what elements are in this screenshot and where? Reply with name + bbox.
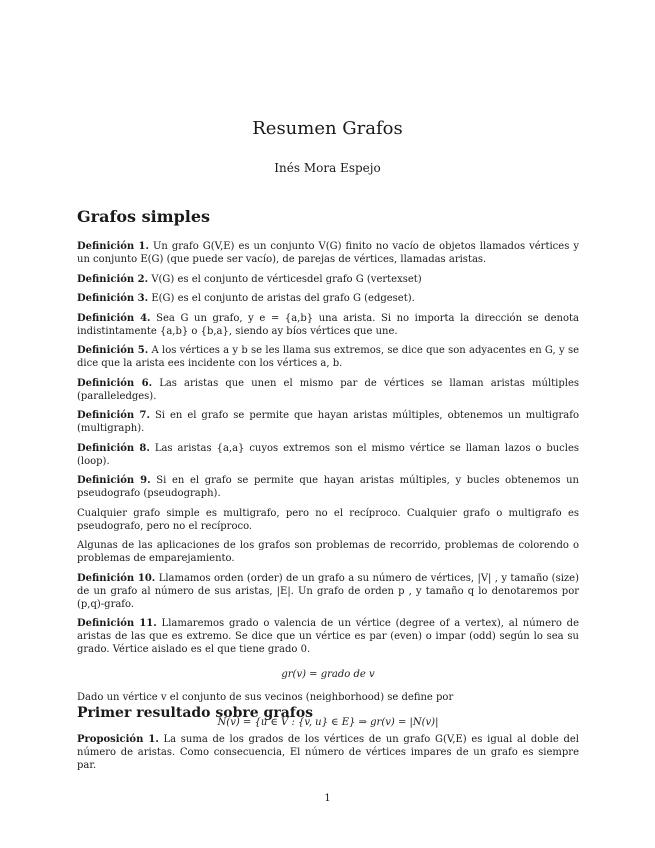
definition <box>77 273 579 286</box>
definition-label: Definición 11. <box>77 618 157 629</box>
section-body <box>77 240 579 739</box>
proposition-label: Proposición 1. <box>77 734 159 745</box>
paragraph: Cualquier grafo simple es multigrafo, pero no el recíproco. Cualquier grafo o multigrafo es pseudografo, pero no el recíproco. <box>77 507 579 532</box>
definition-label: Definición 7. <box>77 410 150 421</box>
author-name: Inés Mora Espejo <box>274 161 381 175</box>
definition-text: Sea G un grafo, y e = {a,b} una arista. Si no importa la dirección se denota indistintamente {a,b} o {b,a}, siendo ay bíos vértices que une. <box>77 312 580 337</box>
definition <box>77 240 579 266</box>
section-title-grafos-simples: Grafos simples <box>77 207 211 226</box>
definition-label: Definición 5. <box>77 345 149 356</box>
definition-label: Definición 10. <box>77 572 156 584</box>
definition-text: A los vértices a y b se les llama sus extremos, se dice que son adyacentes en G, y se dice que la arista ees incidente con los vértices a, b. <box>77 345 580 369</box>
definition <box>77 344 579 370</box>
definition-label: Definición 4. <box>77 312 151 324</box>
definition-text: Si en el grafo se permite que hayan aristas múltiples, y bucles obtenemos un pseudografo (pseudograph). <box>77 475 580 499</box>
definition-text: Si en el grafo se permite que hayan aristas múltiples, obtenemos un multigrafo (multigraph). <box>77 410 579 434</box>
definition-text: Las aristas que unen el mismo par de vértices se llaman aristas múltiples (paralleledges). <box>77 377 580 402</box>
proposition-text: La suma de los grados de los vértices de un grafo G(V,E) es igual al doble del número de aristas. Como consecuencia, El número de vértices impares de un grafo es siempre par. <box>77 734 579 771</box>
definition <box>77 312 579 338</box>
paragraph: Algunas de las aplicaciones de los grafos son problemas de recorrido, problemas de colorendo o problemas de emparejamiento. <box>77 540 579 564</box>
definition-label: Definición 3. <box>77 293 149 304</box>
section-title-primer-resultado: Primer resultado sobre grafos <box>77 705 314 721</box>
definition <box>77 474 579 500</box>
document-title: Resumen Grafos <box>252 118 403 139</box>
definition-label: Definición 2. <box>77 273 149 285</box>
definition-label: Definición 6. <box>77 377 153 389</box>
definition <box>77 572 579 611</box>
definition-text: V(G) es el conjunto de vérticesdel grafo G (vertexset) <box>151 273 422 285</box>
equation-degree: gr(v) = grado de v <box>281 669 375 680</box>
definition <box>77 617 579 656</box>
definition-text: E(G) es el conjunto de aristas del grafo G (edgeset). <box>151 293 415 304</box>
definition <box>77 409 579 435</box>
page-number: 1 <box>324 793 331 804</box>
definition-label: Definición 9. <box>77 475 151 486</box>
definition-label: Definición 8. <box>77 442 150 454</box>
definition-label: Definición 1. <box>77 241 149 252</box>
equation-neighborhood: N(v) = {u ∈ V : {v, u} ∈ E} ⇒ gr(v) = |N(v)| <box>217 717 439 728</box>
definition <box>77 292 579 305</box>
definition-text: Un grafo G(V,E) es un conjunto V(G) finito no vacío de objetos llamados vértices y un conjunto E(G) (que puede ser vacío), de parejas de vértices, llamadas aristas. <box>77 241 579 265</box>
definition-text: Llamaremos grado o valencia de un vértice (degree of a vertex), al número de aristas de las que es extremo. Se dice que un vértice es par (even) o impar (odd) según lo sea su grado. Vértice aislado es el que tiene grado 0. <box>77 618 579 655</box>
definition <box>77 442 579 468</box>
definition <box>77 377 579 403</box>
proposition <box>77 733 579 772</box>
paragraph: Dado un vértice v el conjunto de sus vecinos (neighborhood) se define por <box>77 692 454 703</box>
definition-text: Las aristas {a,a} cuyos extremos son el mismo vértice se llaman lazos o bucles (loop). <box>77 442 580 467</box>
definition-text: Llamamos orden (order) de un grafo a su número de vértices, |V| , y tamaño (size) de un grafo al número de sus aristas, |E|. Un grafo de orden p , y tamaño q lo denotaremos por (p,q)-grafo. <box>77 572 579 610</box>
